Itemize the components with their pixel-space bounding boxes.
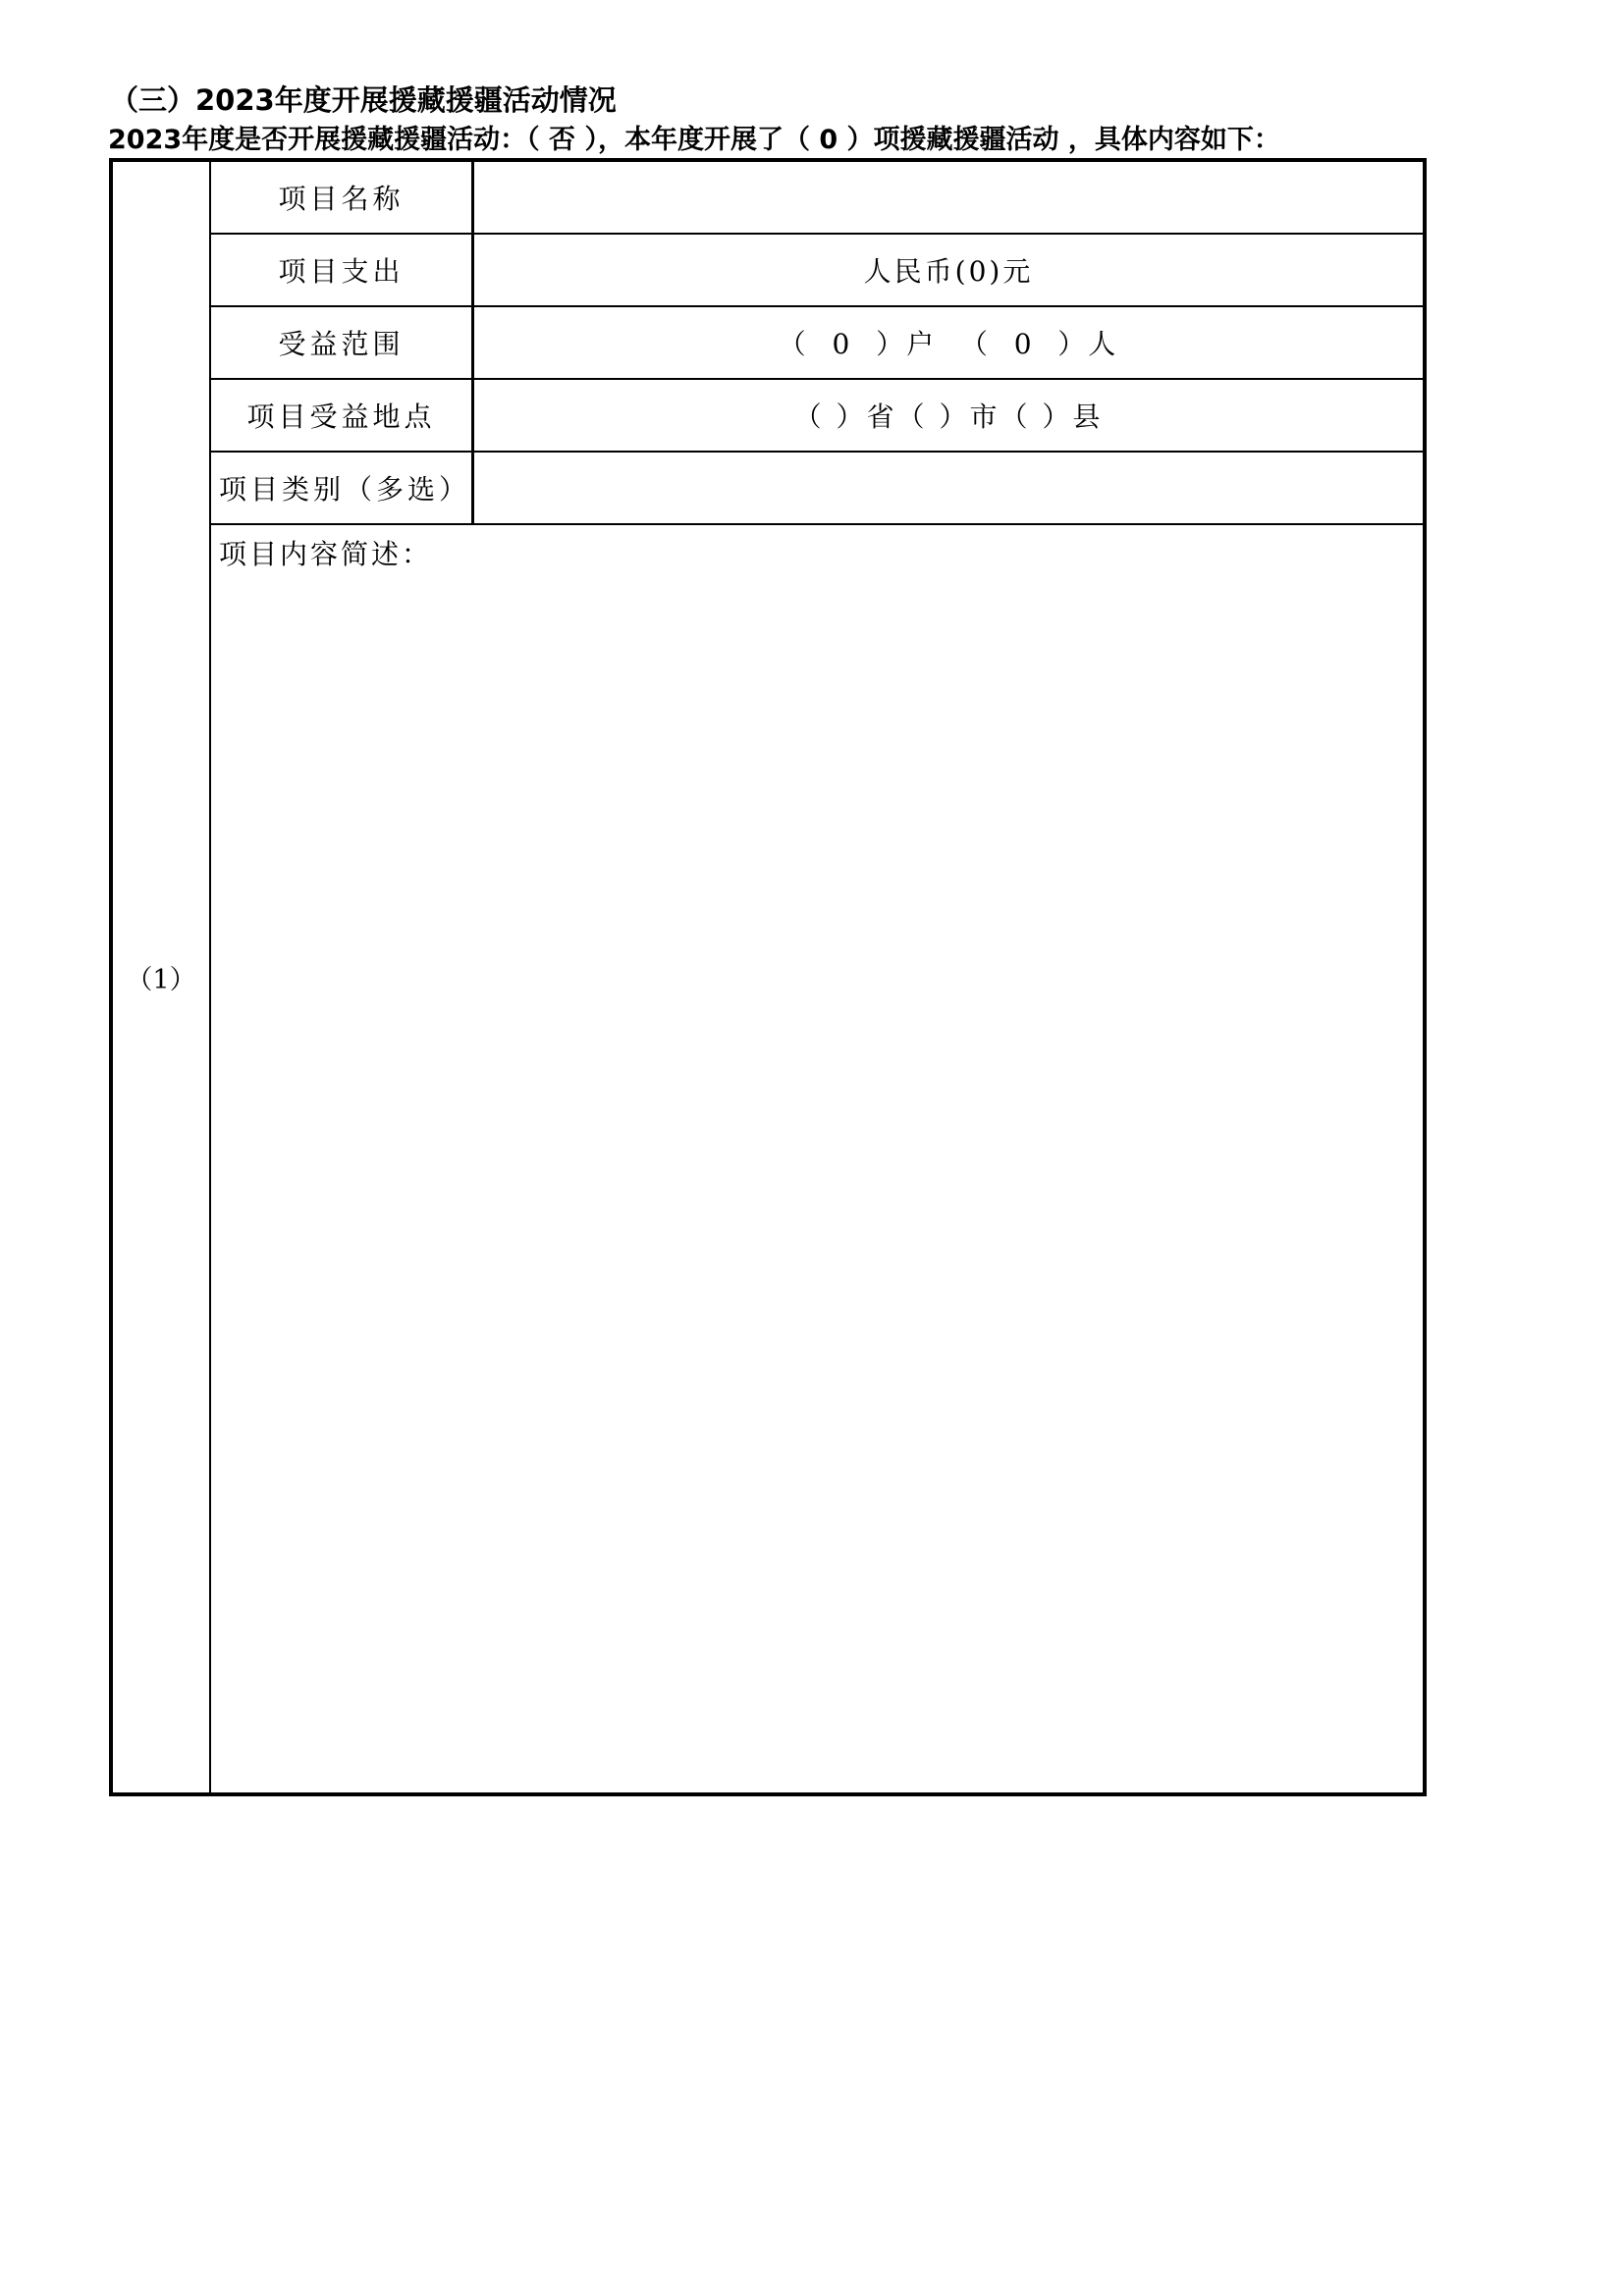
row-beneficiary-location <box>211 380 1423 453</box>
beneficiary-location-field[interactable]: （ ）省（ ）市（ ）县 <box>793 400 1104 433</box>
project-index: （1） <box>113 162 211 1792</box>
project-category-label: 项目类别（多选） <box>211 453 474 523</box>
project-description-area[interactable] <box>211 525 1423 1792</box>
section-heading: （三）2023年度开展援藏援疆活动情况 <box>110 83 617 117</box>
section-subheading: 2023年度是否开展援藏援疆活动：（ 否 ），本年度开展了（ 0 ）项援藏援疆活动 ，具体内容如下： <box>108 125 1280 155</box>
beneficiary-location-label: 项目受益地点 <box>211 380 474 451</box>
beneficiary-scope-label: 受益范围 <box>211 307 474 378</box>
project-name-field[interactable] <box>474 162 1423 233</box>
row-project-category <box>211 453 1423 525</box>
project-category-field[interactable] <box>474 453 1423 523</box>
row-project-name <box>211 162 1423 235</box>
project-description-label: 项目内容简述： <box>219 538 433 570</box>
project-expense-field[interactable]: 人民币(0)元 <box>863 255 1034 288</box>
project-name-label: 项目名称 <box>211 162 474 233</box>
project-expense-label: 项目支出 <box>211 235 474 305</box>
beneficiary-scope-field[interactable]: （ 0 ）户 （ 0 ）人 <box>778 328 1119 360</box>
aid-project-form <box>109 158 1427 1796</box>
row-project-expense <box>211 235 1423 307</box>
row-beneficiary-scope <box>211 307 1423 380</box>
